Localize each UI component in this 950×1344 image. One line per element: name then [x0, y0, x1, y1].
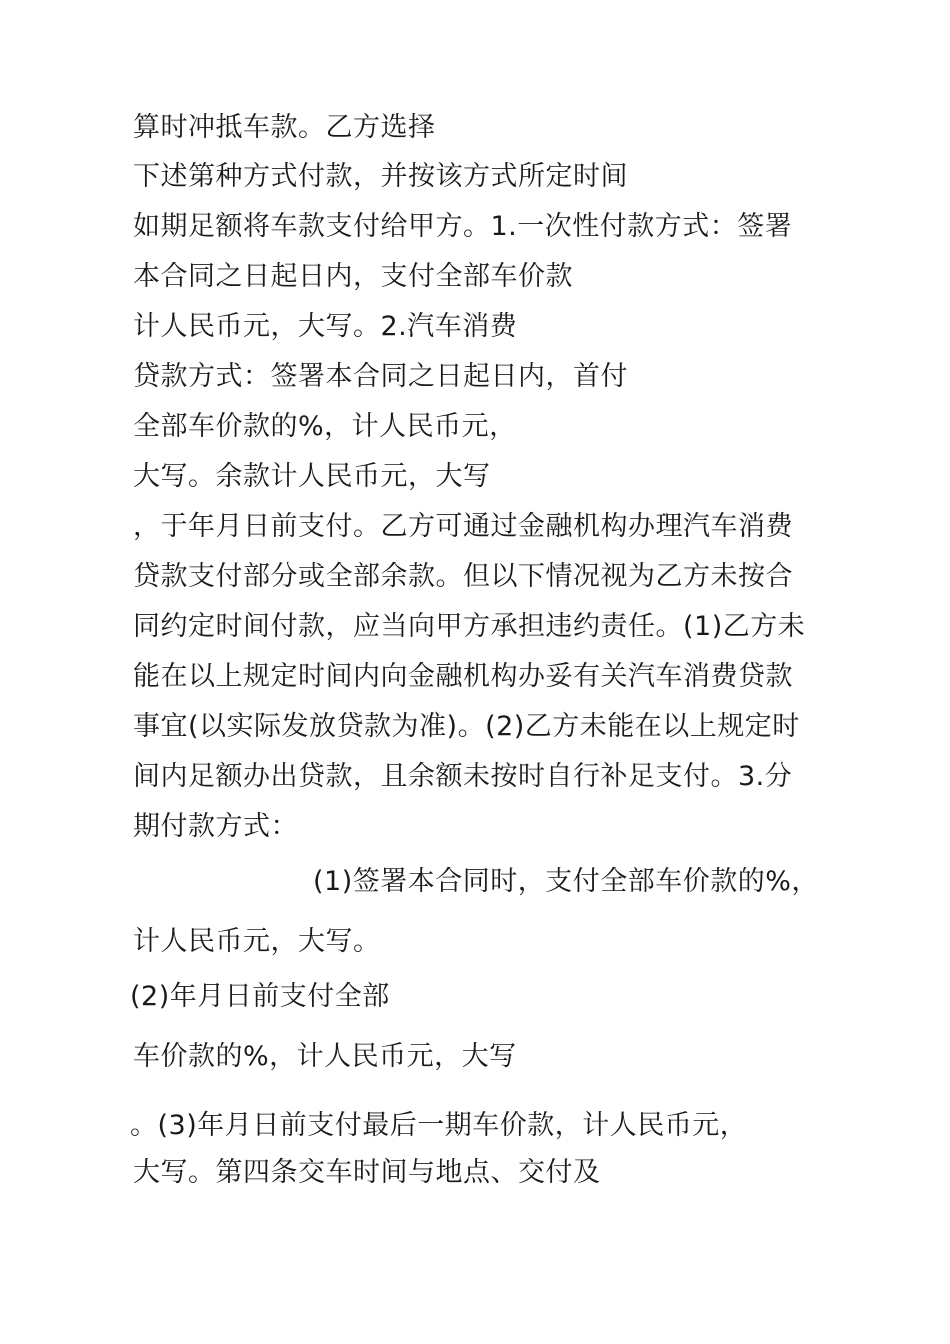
text-line-7: 全部车价款的%，计人民币元，	[133, 411, 517, 442]
text-line-9: ，于年月日前支付。乙方可通过金融机构办理汽车消费	[133, 511, 793, 542]
text-line-21: 大写。第四条交车时间与地点、交付及	[133, 1157, 601, 1188]
text-line-8: 大写。余款计人民币元，大写	[133, 461, 491, 492]
text-line-10: 贷款支付部分或全部余款。但以下情况视为乙方未按合	[133, 561, 793, 592]
text-line-16: (1)签署本合同时，支付全部车价款的%，	[313, 866, 819, 897]
text-line-17: 计人民币元，大写。	[133, 926, 381, 957]
text-line-15: 期付款方式：	[133, 811, 298, 842]
text-line-18: (2)年月日前支付全部	[130, 981, 390, 1012]
text-line-3: 如期足额将车款支付给甲方。1.一次性付款方式：签署	[133, 211, 793, 242]
text-line-2: 下述第种方式付款，并按该方式所定时间	[133, 161, 628, 192]
text-line-6: 贷款方式：签署本合同之日起日内，首付	[133, 361, 628, 392]
text-line-13: 事宜(以实际发放贷款为准)。(2)乙方未能在以上规定时	[133, 711, 800, 742]
text-line-19: 车价款的%，计人民币元，大写	[133, 1041, 517, 1072]
text-line-5: 计人民币元，大写。2.汽车消费	[133, 311, 518, 342]
text-line-1: 算时冲抵车款。乙方选择	[133, 112, 436, 143]
text-line-20: 。(3)年月日前支付最后一期车价款，计人民币元，	[130, 1110, 748, 1141]
text-line-12: 能在以上规定时间内向金融机构办妥有关汽车消费贷款	[133, 661, 793, 692]
text-line-4: 本合同之日起日内，支付全部车价款	[133, 261, 573, 292]
text-line-11: 同约定时间付款，应当向甲方承担违约责任。(1)乙方未	[133, 611, 806, 642]
text-line-14: 间内足额办出贷款，且余额未按时自行补足支付。3.分	[133, 761, 793, 792]
